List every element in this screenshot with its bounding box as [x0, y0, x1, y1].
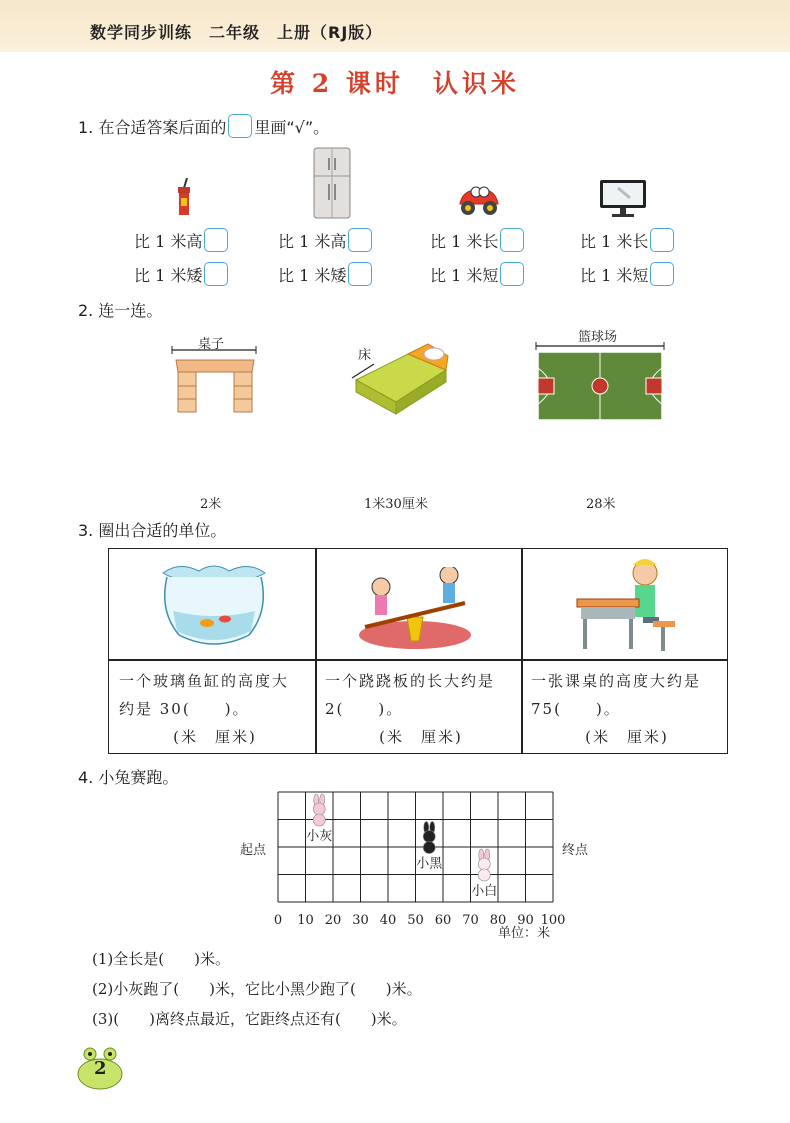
q1-item-4-opt2-label: 比 1 米短	[580, 265, 649, 285]
q1-item-1-opt2-box[interactable]	[204, 262, 228, 286]
q1-item-2-opt1-box[interactable]	[348, 228, 372, 252]
tick-label: 40	[379, 913, 397, 928]
drink-cup-icon	[172, 178, 200, 220]
book-title: 数学同步训练 二年级 上册（RJ版）	[90, 23, 383, 42]
q3-cell-1-line2: 约是 30( )。	[119, 700, 250, 718]
q4-sub2: (2)小灰跑了( )米，它比小黑少跑了( )米。	[92, 980, 422, 998]
q1-item-2-opt2-box[interactable]	[348, 262, 372, 286]
refrigerator-icon	[312, 146, 352, 220]
fish-tank-icon	[159, 561, 269, 649]
end-label: 终点	[562, 843, 589, 858]
q3-title: 3. 圈出合适的单位。	[78, 521, 227, 540]
q3-cell-1-units[interactable]: (米 厘米)	[173, 728, 257, 746]
bed-icon	[348, 336, 452, 420]
race-grid	[270, 790, 570, 930]
tick-label: 70	[462, 913, 479, 928]
q1-item-3-opt2-box[interactable]	[500, 262, 524, 286]
q3-cell-3-units[interactable]: (米 厘米)	[585, 728, 669, 746]
tick-label: 100	[540, 913, 566, 928]
tick-label: 30	[352, 913, 369, 928]
q2-answer-3: 28米	[586, 497, 616, 512]
q2-answer-1: 2米	[200, 497, 222, 512]
q3-divider-2	[521, 549, 523, 753]
q3-cell-3-line1: 一张课桌的高度大约是	[531, 672, 702, 690]
q1-item-3-opt2	[430, 262, 524, 286]
q1-item-1-opt2-label: 比 1 米矮	[134, 265, 203, 285]
q1-item-3-opt1	[430, 228, 524, 252]
student-desk-icon	[573, 555, 683, 655]
q2-answer-2: 1米30厘米	[364, 497, 428, 512]
q1-item-4-opt1-label: 比 1 米长	[580, 231, 649, 251]
q1-prefix: 1. 在合适答案后面的	[78, 117, 227, 137]
q3-table	[108, 548, 728, 754]
q2-object-bed-label: 床	[358, 348, 372, 363]
q1-item-2-opt1-label: 比 1 米高	[278, 231, 347, 251]
q1-item-4-opt2	[580, 262, 674, 286]
q1-suffix: 里画“√”。	[254, 117, 330, 137]
q1-item-2-opt2	[278, 262, 372, 286]
start-label: 起点	[240, 843, 267, 858]
unit-label: 单位：米	[498, 926, 551, 941]
q2-title: 2. 连一连。	[78, 301, 163, 320]
q1-item-1-opt2	[134, 262, 228, 286]
tick-label: 20	[324, 913, 342, 928]
q3-cell-3-line2: 75( )。	[531, 700, 621, 718]
rabbit-label: 小灰	[306, 829, 333, 844]
monitor-icon	[598, 178, 648, 220]
tick-label: 90	[517, 913, 534, 928]
q3-cell-2	[325, 667, 517, 751]
q3-cell-1	[119, 667, 311, 751]
lesson-title: 第 2 课时 认识米	[270, 69, 520, 98]
tick-label: 10	[297, 913, 314, 928]
q3-cell-3	[531, 667, 723, 751]
q1-item-3-opt2-label: 比 1 米短	[430, 265, 499, 285]
page-number: 2	[94, 1058, 107, 1079]
toy-car-icon	[456, 182, 502, 218]
desk-icon	[170, 346, 260, 416]
rabbit-label: 小白	[471, 884, 498, 899]
q3-divider-1	[315, 549, 317, 753]
q1-item-2-opt2-label: 比 1 米矮	[278, 265, 347, 285]
q1-item-2-opt1	[278, 228, 372, 252]
tick-label: 80	[489, 913, 507, 928]
q1-item-3-opt1-box[interactable]	[500, 228, 524, 252]
rabbit-icon	[313, 794, 325, 826]
rabbit-icon	[423, 822, 435, 854]
q1-item-1-opt1	[134, 228, 228, 252]
rabbit-icon	[478, 849, 490, 881]
q3-cell-2-units[interactable]: (米 厘米)	[379, 728, 463, 746]
rabbit-label: 小黑	[416, 856, 443, 872]
q3-cell-1-line1: 一个玻璃鱼缸的高度大	[119, 672, 290, 690]
q2-object-court-label: 篮球场	[578, 330, 618, 345]
q1-item-1-opt1-label: 比 1 米高	[134, 231, 203, 251]
tick-label: 0	[273, 913, 283, 928]
q1-item-4-opt1	[580, 228, 674, 252]
q2-object-desk-label: 桌子	[198, 337, 225, 352]
q1-item-4-opt1-box[interactable]	[650, 228, 674, 252]
q3-cell-2-line1: 一个跷跷板的长大约是	[325, 672, 496, 690]
tick-label: 50	[407, 913, 424, 928]
q1-item-1-opt1-box[interactable]	[204, 228, 228, 252]
q3-cell-2-line2: 2( )。	[325, 700, 404, 718]
q4-sub1: (1)全长是( )米。	[92, 950, 230, 968]
q1-title	[78, 114, 329, 138]
q4-sub3: (3)( )离终点最近，它距终点还有( )米。	[92, 1010, 407, 1028]
q1-item-4-opt2-box[interactable]	[650, 262, 674, 286]
tick-label: 60	[434, 913, 452, 928]
q1-item-3-opt1-label: 比 1 米长	[430, 231, 499, 251]
q3-row-divider	[109, 659, 727, 661]
q4-title: 4. 小兔赛跑。	[78, 768, 179, 787]
seesaw-icon	[355, 567, 475, 651]
sample-box	[228, 114, 252, 138]
basketball-court-icon	[534, 338, 666, 422]
